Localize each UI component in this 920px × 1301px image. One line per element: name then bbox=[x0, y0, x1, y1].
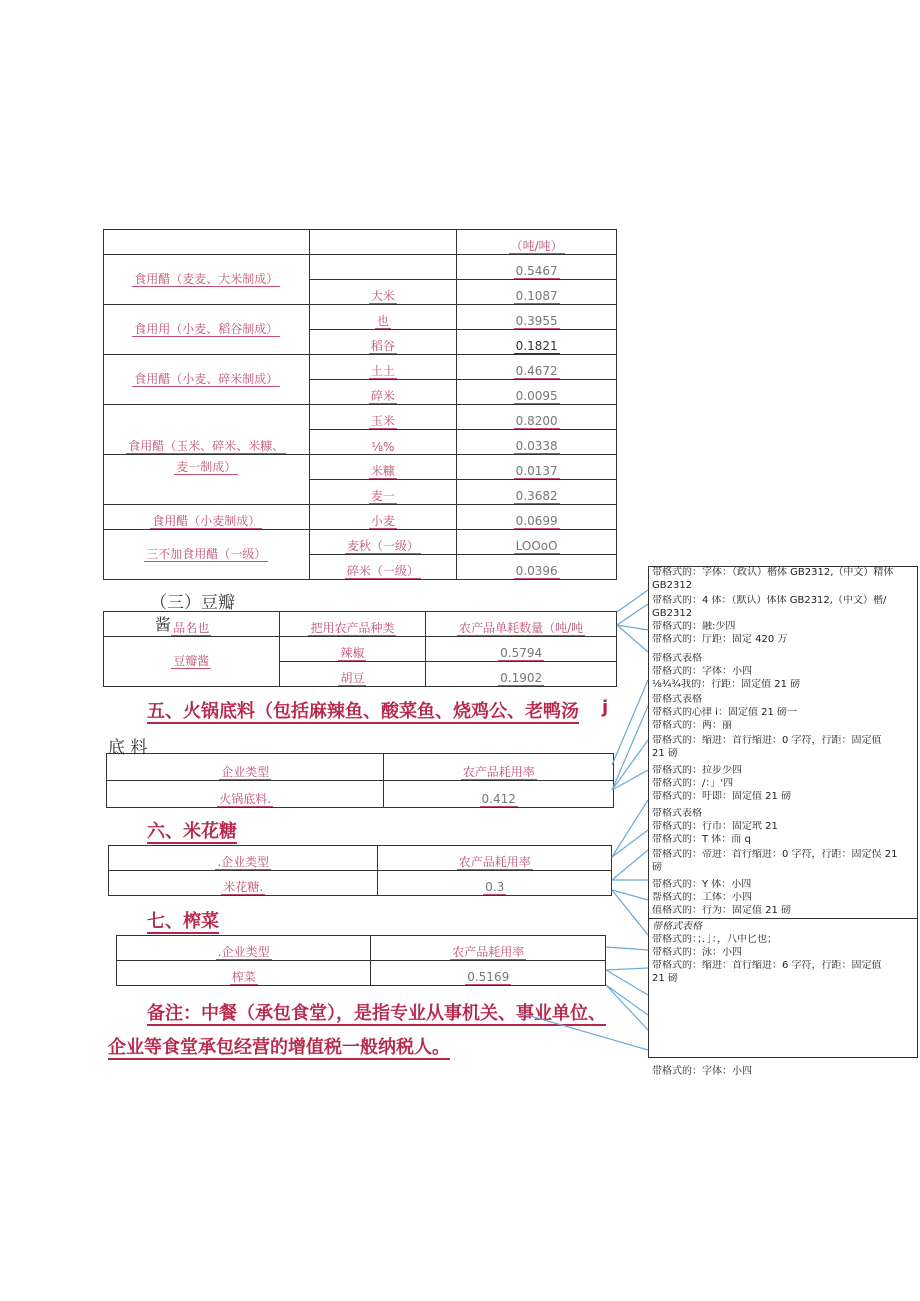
header-cell-type: .企业类型 bbox=[109, 846, 378, 871]
bottom-format-note: 带格式的：字体：小四 bbox=[652, 1066, 752, 1077]
comment-line: GB2312 bbox=[652, 608, 693, 619]
value-cell: 0.3955 bbox=[457, 305, 617, 330]
comment-line: 带格式的：4 体：（默认）体体 GB2312,（中文）楷/ bbox=[652, 595, 887, 606]
product-cell: 食用醋（小麦、碎米制成） bbox=[104, 355, 310, 405]
header-cell-type: .企业类型 bbox=[117, 936, 371, 961]
product-cell: 豆瓣酱 bbox=[104, 637, 280, 687]
value-cell: 0.0137 bbox=[457, 455, 617, 480]
format-comments-panel bbox=[648, 566, 918, 1058]
value-cell: 0.0396 bbox=[457, 555, 617, 580]
rate-cell: 0.412 bbox=[384, 781, 614, 808]
comment-line: 带格式的：两：丽 bbox=[652, 720, 732, 731]
type-cell: 火锅底料. bbox=[107, 781, 384, 808]
comment-line: 带格式的：字体：小四 bbox=[652, 666, 752, 677]
value-cell: 0.8200 bbox=[457, 405, 617, 430]
product-cell: 食用醋（麦麦、大米制成） bbox=[104, 255, 310, 305]
product-cell: 食用用（小麦、稻谷制成） bbox=[104, 305, 310, 355]
section-3-title: （三）豆瓣 bbox=[150, 593, 235, 613]
header-cell-rate: 农产品耗用率 bbox=[378, 846, 612, 871]
material-cell: 碎米 bbox=[309, 380, 457, 405]
value-cell: 0.0699 bbox=[457, 505, 617, 530]
comment-line: 带格式表格 bbox=[652, 808, 702, 819]
type-cell: 榨菜 bbox=[117, 961, 371, 986]
value-cell: 0.5794 bbox=[426, 637, 617, 662]
comment-line: 带格式的：吁即：固定值 21 磅 bbox=[652, 791, 792, 802]
material-cell: 大米 bbox=[309, 280, 457, 305]
comment-line: 带格式的：Y 体：小四 bbox=[652, 879, 752, 890]
header-cell-type: 企业类型 bbox=[107, 754, 384, 781]
product-cell: 食用醋（玉米、碎米、米糠、 bbox=[104, 405, 310, 455]
product-cell: 麦一制成） bbox=[104, 455, 310, 505]
comment-line: 带格式的：字体：（政认）楷体 GB2312,（中文）精体 bbox=[652, 567, 894, 578]
material-cell: ⅛% bbox=[309, 430, 457, 455]
comment-line: 21 磅 bbox=[652, 973, 678, 984]
value-cell: 0.4672 bbox=[457, 355, 617, 380]
value-cell: 0.0338 bbox=[457, 430, 617, 455]
comment-line: 带格式的：泳：小四 bbox=[652, 947, 742, 958]
material-cell: 辣椒 bbox=[279, 637, 426, 662]
material-cell: 麦秋（一级） bbox=[309, 530, 457, 555]
table2-header-prefix: 酱 bbox=[155, 615, 172, 634]
product-cell: 三不加食用醋（一级） bbox=[104, 530, 310, 580]
comment-line: 带格式的心律 i：固定值 21 磅一 bbox=[652, 707, 798, 718]
comment-line: 帮格式的：工体：小四 bbox=[652, 892, 752, 903]
comment-line: 带格式表格 bbox=[652, 694, 702, 705]
material-cell: 也 bbox=[309, 305, 457, 330]
material-cell: 玉米 bbox=[309, 405, 457, 430]
comment-line: 带格式的：；．］：，八中匕也； bbox=[652, 934, 777, 945]
header-cell-rate: 农产品耗用率 bbox=[371, 936, 606, 961]
header-cell-material: 把用农产品种类 bbox=[279, 612, 426, 637]
type-cell: 米花糖. bbox=[109, 871, 378, 896]
product-cell: 食用醋（小麦制成） bbox=[104, 505, 310, 530]
header-cell-product: 品名也 bbox=[104, 612, 280, 637]
note-line-1: 备注：中餐（承包食堂），是指专业从事机关、事业单位、 bbox=[147, 1003, 606, 1024]
value-cell: 0.1821 bbox=[457, 330, 617, 355]
material-cell: 小麦 bbox=[309, 505, 457, 530]
comment-line: ⅛¾¾我的：行距：固定值 21 磅 bbox=[652, 679, 801, 690]
section-6-title: 六、米花糖 bbox=[147, 821, 237, 842]
comment-line: 带格式的：缩进：首行缩进：6 字符，行距：固定值 bbox=[652, 960, 882, 971]
material-cell: 米糠 bbox=[309, 455, 457, 480]
material-cell: 胡豆 bbox=[279, 662, 426, 687]
value-cell: 0.1902 bbox=[426, 662, 617, 687]
comment-line: 磅 bbox=[652, 862, 662, 873]
material-cell: 碎米（一级） bbox=[309, 555, 457, 580]
header-cell-3: （吨/吨） bbox=[457, 230, 617, 255]
section-5-title: 五、火锅底料（包括麻辣鱼、酸菜鱼、烧鸡公、老鸭汤 bbox=[147, 701, 579, 722]
comment-line: 带格式的：T 体：而 q bbox=[652, 834, 751, 845]
comment-line: 带格式的：帝进：首行缩进：0 字符，行距：固定俣 21 bbox=[652, 849, 898, 860]
rate-cell: 0.3 bbox=[378, 871, 612, 896]
note-line-2: 企业等食堂承包经营的增值税一般纳税人。 bbox=[108, 1037, 450, 1058]
value-cell: 0.3682 bbox=[457, 480, 617, 505]
comment-line: 带格式的：行币：固定玳 21 bbox=[652, 821, 778, 832]
value-cell: LOOoO bbox=[457, 530, 617, 555]
material-cell: 土土 bbox=[309, 355, 457, 380]
rate-cell: 0.5169 bbox=[371, 961, 606, 986]
comment-line: 带格式表格 bbox=[652, 653, 702, 664]
section-7-title: 七、榨菜 bbox=[147, 911, 219, 932]
material-cell: 麦一 bbox=[309, 480, 457, 505]
value-cell: 0.0095 bbox=[457, 380, 617, 405]
section-5-line2: 底 料 bbox=[108, 738, 148, 758]
material-cell: 稻谷 bbox=[309, 330, 457, 355]
comment-line: 21 磅 bbox=[652, 748, 678, 759]
comment-line: 带格式表格 bbox=[652, 921, 702, 932]
comment-line: GB2312 bbox=[652, 580, 693, 591]
value-cell: 0.1087 bbox=[457, 280, 617, 305]
comment-line: 带格式的：/：」'四 bbox=[652, 778, 734, 789]
section-5-tail: j bbox=[602, 697, 609, 718]
comment-line: 带格式的：融:少四 bbox=[652, 621, 736, 632]
comment-line: 带格式的：缩进：首行缩进：0 字符，行距：固定值 bbox=[652, 735, 882, 746]
comment-line: 带格式的：厅距：固定 420 万 bbox=[652, 634, 788, 645]
header-cell-quantity: 农产品单耗数量（吨/吨 bbox=[426, 612, 617, 637]
value-cell: 0.5467 bbox=[457, 255, 617, 280]
comment-line: 带格式的：拉步少四 bbox=[652, 765, 742, 776]
comment-line: 值格式的：行为：固定值 21 磅 bbox=[649, 905, 917, 919]
header-cell-rate: 农产品耗用率 bbox=[384, 754, 614, 781]
